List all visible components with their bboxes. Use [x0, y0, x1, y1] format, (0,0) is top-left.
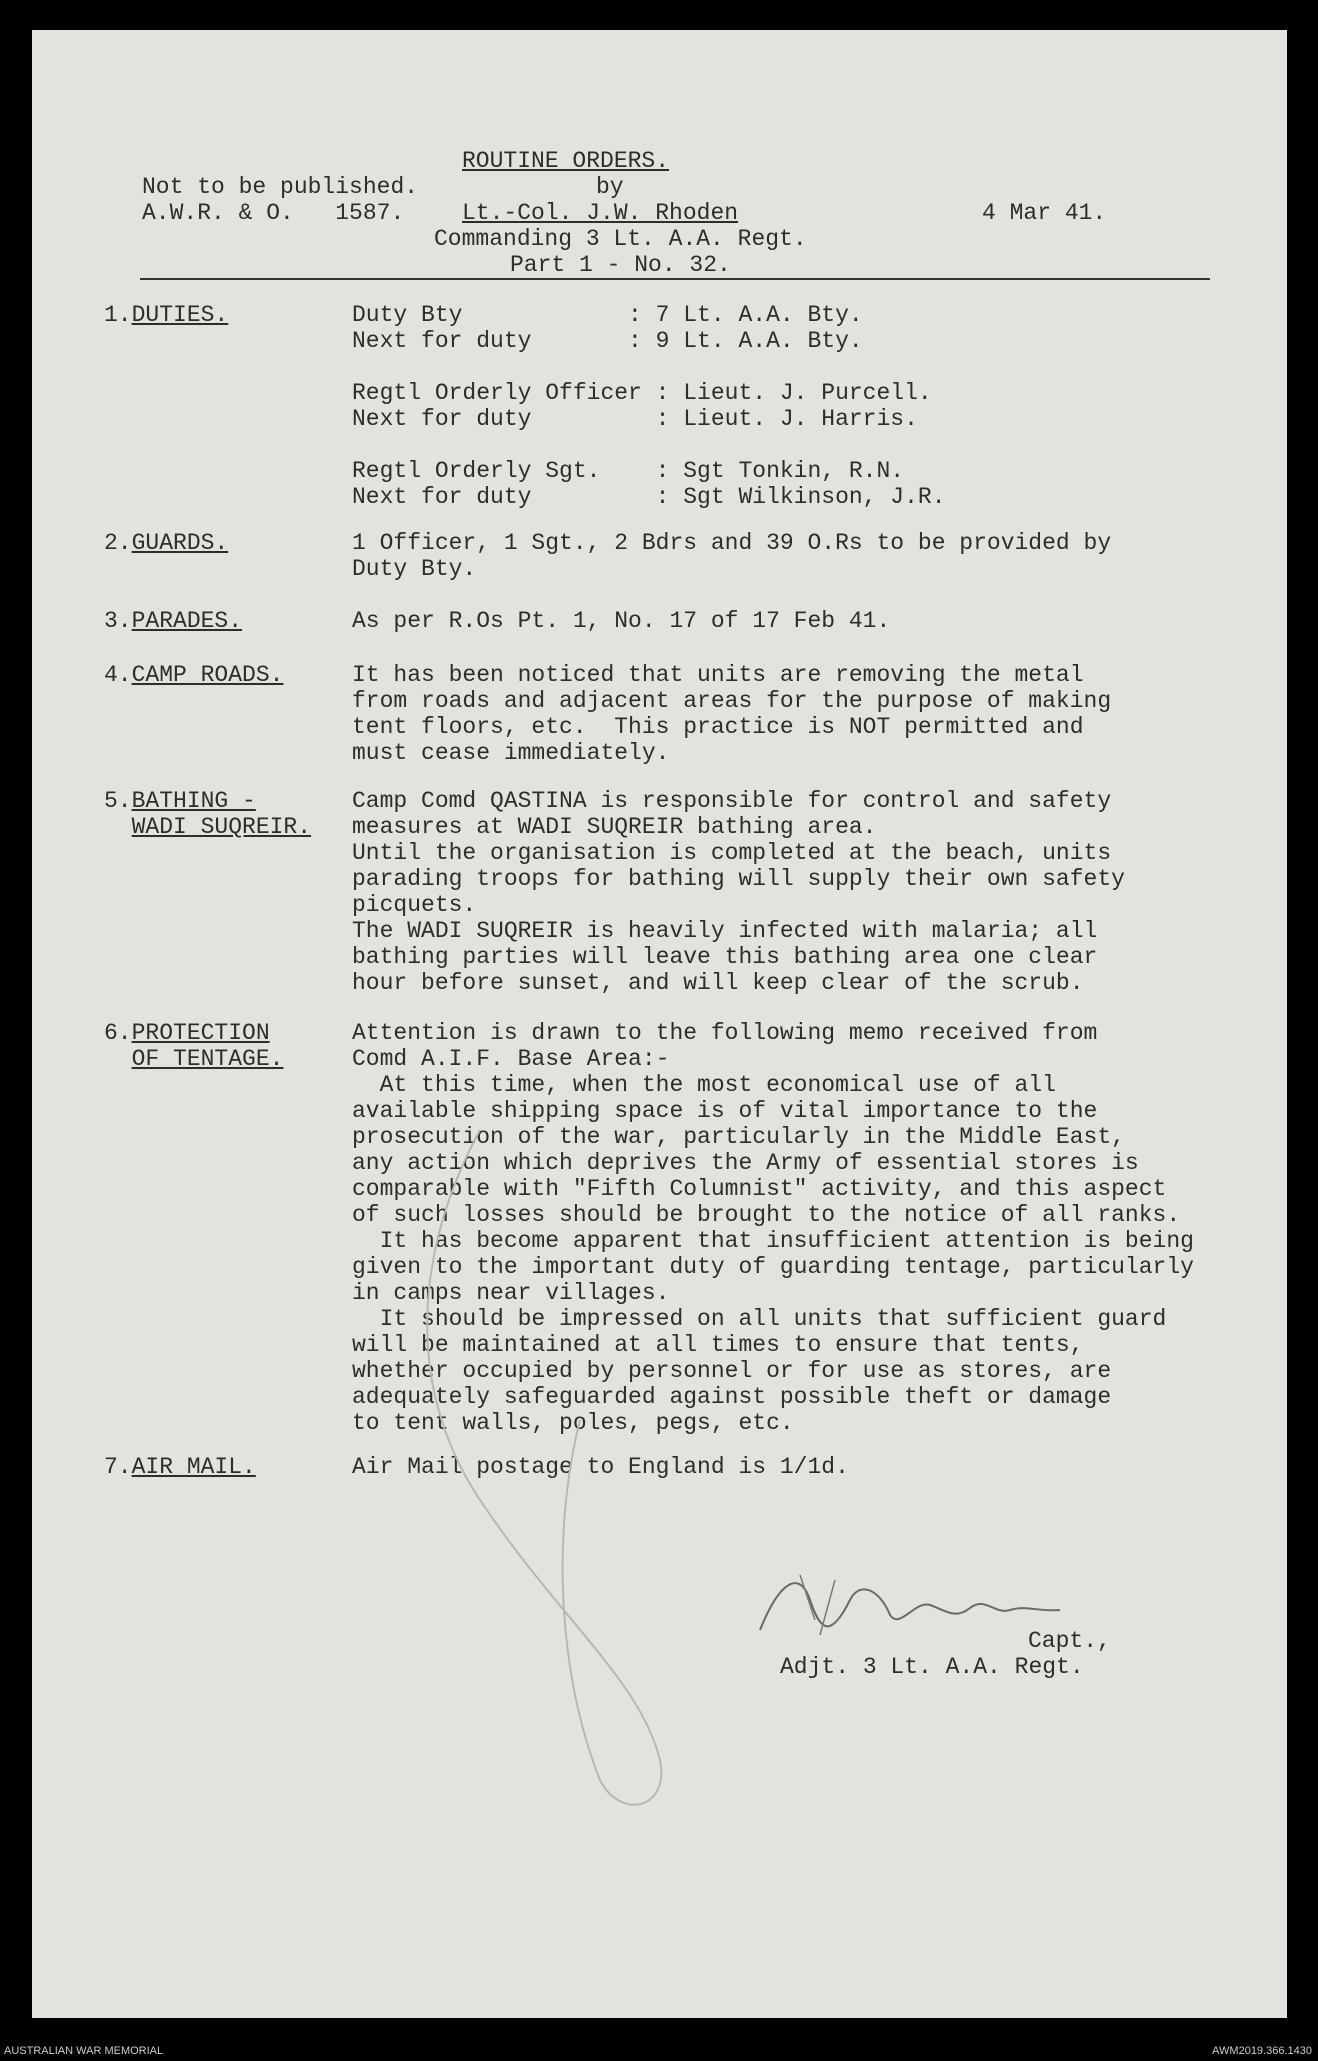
footer-accession: AWM2019.366.1430 [1212, 2045, 1312, 2057]
body-line: It has been noticed that units are removing the metal [352, 662, 1084, 688]
section-heading: PARADES. [131, 608, 243, 634]
body-line: from roads and adjacent areas for the purpose of making [352, 688, 1112, 714]
body-line: At this time, when the most economical use of all [352, 1072, 1056, 1098]
body-line: Air Mail postage to England is 1/1d. [352, 1454, 849, 1480]
body-line: hour before sunset, and will keep clear of the scrub. [352, 970, 1084, 996]
body-line [352, 354, 946, 380]
header-by: by [596, 174, 624, 200]
body-line: picquets. [352, 892, 477, 918]
body-line: given to the important duty of guarding tentage, particularly [352, 1254, 1194, 1280]
body-line: whether occupied by personnel or for use as stores, are [352, 1358, 1112, 1384]
section-number: 6. [104, 1020, 132, 1046]
section-number: 3. [104, 608, 132, 634]
section-heading: PROTECTION [131, 1020, 270, 1046]
body-line: As per R.Os Pt. 1, No. 17 of 17 Feb 41. [352, 608, 891, 634]
body-line: bathing parties will leave this bathing area one clear [352, 944, 1098, 970]
section-heading: GUARDS. [131, 530, 229, 556]
section-label [104, 1454, 256, 1480]
section-label [104, 788, 311, 840]
section-heading: OF TENTAGE. [131, 1046, 284, 1072]
body-line: Duty Bty : 7 Lt. A.A. Bty. [352, 302, 863, 328]
body-line: to tent walls, poles, pegs, etc. [352, 1410, 794, 1436]
section-body [352, 662, 1111, 766]
section-heading: WADI SUQREIR. [131, 814, 312, 840]
section-label [104, 662, 283, 688]
body-line: Attention is drawn to the following memo received from [352, 1020, 1098, 1046]
body-line: It has become apparent that insufficient attention is being [352, 1228, 1194, 1254]
header-divider [140, 278, 1210, 280]
section-body [352, 530, 1111, 582]
commanding-unit: Commanding 3 Lt. A.A. Regt. [434, 226, 807, 252]
section-label [104, 530, 228, 556]
section-body [352, 788, 1125, 996]
section-label [104, 302, 228, 328]
section-number: 5. [104, 788, 132, 814]
body-line: 1 Officer, 1 Sgt., 2 Bdrs and 39 O.Rs to be provided by [352, 530, 1112, 556]
body-line: Duty Bty. [352, 556, 477, 582]
section-label [104, 608, 242, 634]
commander-name: Lt.-Col. J.W. Rhoden [462, 200, 739, 226]
body-line: tent floors, etc. This practice is NOT permitted and [352, 714, 1084, 740]
pencil-mark [360, 1120, 760, 1840]
signature-role: Adjt. 3 Lt. A.A. Regt. [780, 1654, 1084, 1680]
body-line: any action which deprives the Army of essential stores is [352, 1150, 1139, 1176]
document-date: 4 Mar 41. [982, 200, 1107, 226]
section-number: 2. [104, 530, 132, 556]
body-line: Regtl Orderly Sgt. : Sgt Tonkin, R.N. [352, 458, 905, 484]
section-number: 7. [104, 1454, 132, 1480]
body-line: available shipping space is of vital importance to the [352, 1098, 1098, 1124]
section-heading: DUTIES. [131, 302, 229, 328]
section-number: 4. [104, 662, 132, 688]
not-published-note: Not to be published. [142, 174, 419, 200]
section-heading: BATHING - [131, 788, 256, 814]
body-line: prosecution of the war, particularly in the Middle East, [352, 1124, 1125, 1150]
body-line [352, 432, 946, 458]
body-line: It should be impressed on all units that sufficient guard [352, 1306, 1167, 1332]
body-line: Next for duty : Sgt Wilkinson, J.R. [352, 484, 946, 510]
section-body [352, 302, 946, 510]
body-line: adequately safeguarded against possible theft or damage [352, 1384, 1112, 1410]
section-label [104, 1020, 283, 1072]
footer-credit: AUSTRALIAN WAR MEMORIAL [4, 2045, 164, 2057]
body-line: will be maintained at all times to ensure that tents, [352, 1332, 1084, 1358]
reference-number: A.W.R. & O. 1587. [142, 200, 405, 226]
body-line: in camps near villages. [352, 1280, 670, 1306]
header-title: ROUTINE ORDERS. [462, 148, 670, 174]
body-line: comparable with "Fifth Columnist" activity, and this aspect [352, 1176, 1167, 1202]
section-body [352, 608, 890, 634]
body-line: of such losses should be brought to the notice of all ranks. [352, 1202, 1181, 1228]
signature-rank: Capt., [1028, 1628, 1111, 1654]
body-line: Until the organisation is completed at the beach, units [352, 840, 1112, 866]
body-line: Camp Comd QASTINA is responsible for control and safety [352, 788, 1112, 814]
section-number: 1. [104, 302, 132, 328]
body-line: Next for duty : 9 Lt. A.A. Bty. [352, 328, 863, 354]
body-line: parading troops for bathing will supply their own safety [352, 866, 1125, 892]
part-number: Part 1 - No. 32. [510, 252, 731, 278]
section-heading: AIR MAIL. [131, 1454, 256, 1480]
section-heading: CAMP ROADS. [131, 662, 284, 688]
body-line: must cease immediately. [352, 740, 670, 766]
body-line: Comd A.I.F. Base Area:- [352, 1046, 670, 1072]
body-line: Next for duty : Lieut. J. Harris. [352, 406, 918, 432]
body-line: Regtl Orderly Officer : Lieut. J. Purcell. [352, 380, 932, 406]
body-line: measures at WADI SUQREIR bathing area. [352, 814, 877, 840]
body-line: The WADI SUQREIR is heavily infected with malaria; all [352, 918, 1098, 944]
